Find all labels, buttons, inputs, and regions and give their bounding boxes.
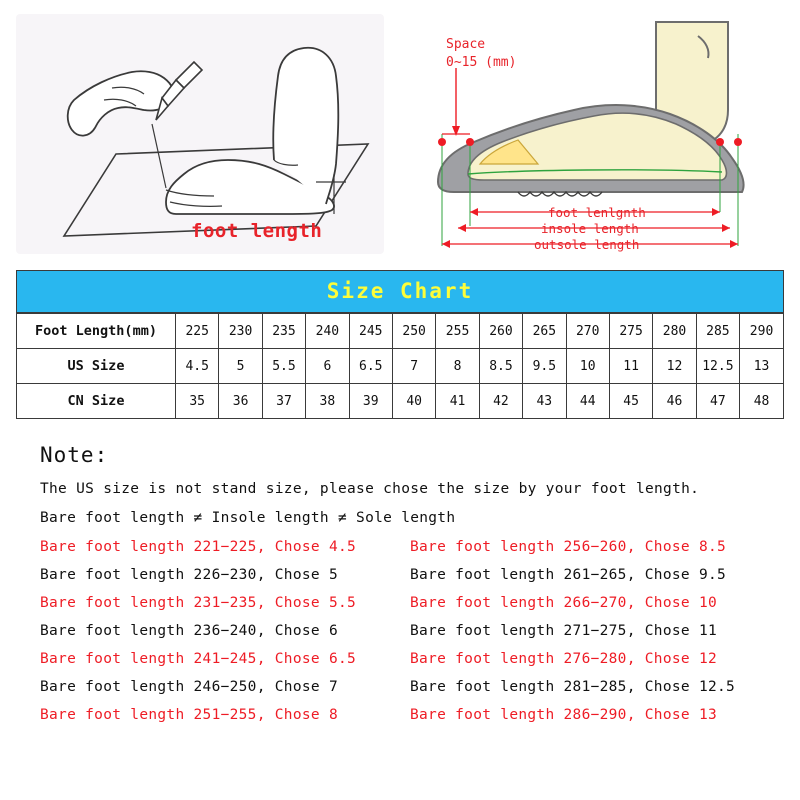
list-item: Bare foot length 271−275, Chose 11 xyxy=(410,623,718,639)
cell-us-size-9: 10 xyxy=(566,349,609,384)
note-right-column xyxy=(410,539,780,735)
list-item: Bare foot length 241−245, Chose 6.5 xyxy=(40,651,357,667)
list-item: Bare foot length 266−270, Chose 10 xyxy=(410,595,718,611)
cell-foot-length-1: 230 xyxy=(219,314,262,349)
note-left-column xyxy=(40,539,410,735)
cell-foot-length-10: 275 xyxy=(609,314,652,349)
list-item: Bare foot length 221−225, Chose 4.5 xyxy=(40,539,357,555)
list-item: Bare foot length 281−285, Chose 12.5 xyxy=(410,679,736,695)
table-row xyxy=(17,384,783,419)
space-label-line2: 0~15 (mm) xyxy=(446,55,517,70)
cell-us-size-7: 8.5 xyxy=(479,349,522,384)
list-item: Bare foot length 261−265, Chose 9.5 xyxy=(410,567,727,583)
foot-length-measure-label: foot lenlgnth xyxy=(548,205,646,220)
note-line-2: Bare foot length ≠ Insole length ≠ Sole length xyxy=(40,510,456,526)
list-item: Bare foot length 246−250, Chose 7 xyxy=(40,679,338,695)
cell-cn-size-13: 48 xyxy=(740,384,783,419)
row-header-foot-length: Foot Length(mm) xyxy=(17,314,176,349)
cell-foot-length-5: 250 xyxy=(392,314,435,349)
cell-us-size-2: 5.5 xyxy=(262,349,305,384)
cell-foot-length-7: 260 xyxy=(479,314,522,349)
cell-us-size-13: 13 xyxy=(740,349,783,384)
foot-length-caption: foot length xyxy=(191,220,323,242)
cell-us-size-10: 11 xyxy=(609,349,652,384)
note-line-1: The US size is not stand size, please chose the size by your foot length. xyxy=(40,481,700,497)
cell-foot-length-6: 255 xyxy=(436,314,479,349)
cell-foot-length-11: 280 xyxy=(653,314,696,349)
cell-cn-size-0: 35 xyxy=(176,384,219,419)
cell-us-size-5: 7 xyxy=(392,349,435,384)
list-item: Bare foot length 251−255, Chose 8 xyxy=(40,707,338,723)
cell-us-size-0: 4.5 xyxy=(176,349,219,384)
cell-us-size-4: 6.5 xyxy=(349,349,392,384)
cell-us-size-1: 5 xyxy=(219,349,262,384)
shoe-cross-section-illustration xyxy=(398,14,784,254)
list-item: Bare foot length 276−280, Chose 12 xyxy=(410,651,718,667)
cell-foot-length-0: 225 xyxy=(176,314,219,349)
cell-cn-size-5: 40 xyxy=(392,384,435,419)
cell-us-size-12: 12.5 xyxy=(696,349,739,384)
foot-tracing-svg xyxy=(16,14,384,254)
space-label-line1: Space xyxy=(446,37,486,52)
cell-us-size-11: 12 xyxy=(653,349,696,384)
row-header-us-size: US Size xyxy=(17,349,176,384)
list-item: Bare foot length 256−260, Chose 8.5 xyxy=(410,539,727,555)
cell-cn-size-9: 44 xyxy=(566,384,609,419)
cell-cn-size-7: 42 xyxy=(479,384,522,419)
illustrations-row xyxy=(0,0,800,254)
cell-cn-size-8: 43 xyxy=(523,384,566,419)
table-row xyxy=(17,349,783,384)
foot-tracing-illustration xyxy=(16,14,384,254)
insole-length-measure-label: insole length xyxy=(541,221,639,236)
cell-foot-length-3: 240 xyxy=(306,314,349,349)
list-item: Bare foot length 236−240, Chose 6 xyxy=(40,623,338,639)
size-chart-table-wrapper xyxy=(16,270,784,419)
cell-cn-size-1: 36 xyxy=(219,384,262,419)
list-item: Bare foot length 226−230, Chose 5 xyxy=(40,567,338,583)
cell-cn-size-11: 46 xyxy=(653,384,696,419)
cell-foot-length-13: 290 xyxy=(740,314,783,349)
list-item: Bare foot length 286−290, Chose 13 xyxy=(410,707,718,723)
cell-us-size-3: 6 xyxy=(306,349,349,384)
note-section xyxy=(40,443,784,735)
cell-foot-length-2: 235 xyxy=(262,314,305,349)
row-header-cn-size: CN Size xyxy=(17,384,176,419)
cell-foot-length-4: 245 xyxy=(349,314,392,349)
size-chart-title: Size Chart xyxy=(17,271,783,313)
cell-cn-size-4: 39 xyxy=(349,384,392,419)
cell-foot-length-12: 285 xyxy=(696,314,739,349)
cell-foot-length-9: 270 xyxy=(566,314,609,349)
cell-us-size-8: 9.5 xyxy=(523,349,566,384)
table-row xyxy=(17,314,783,349)
list-item: Bare foot length 231−235, Chose 5.5 xyxy=(40,595,357,611)
cell-foot-length-8: 265 xyxy=(523,314,566,349)
note-columns xyxy=(40,539,784,735)
outsole-length-measure-label: outsole length xyxy=(534,237,640,252)
note-title: Note: xyxy=(40,443,109,467)
cell-cn-size-3: 38 xyxy=(306,384,349,419)
size-chart-table xyxy=(17,313,783,418)
cell-cn-size-12: 47 xyxy=(696,384,739,419)
cell-cn-size-2: 37 xyxy=(262,384,305,419)
cell-cn-size-6: 41 xyxy=(436,384,479,419)
cell-cn-size-10: 45 xyxy=(609,384,652,419)
space-label xyxy=(446,36,516,72)
cell-us-size-6: 8 xyxy=(436,349,479,384)
